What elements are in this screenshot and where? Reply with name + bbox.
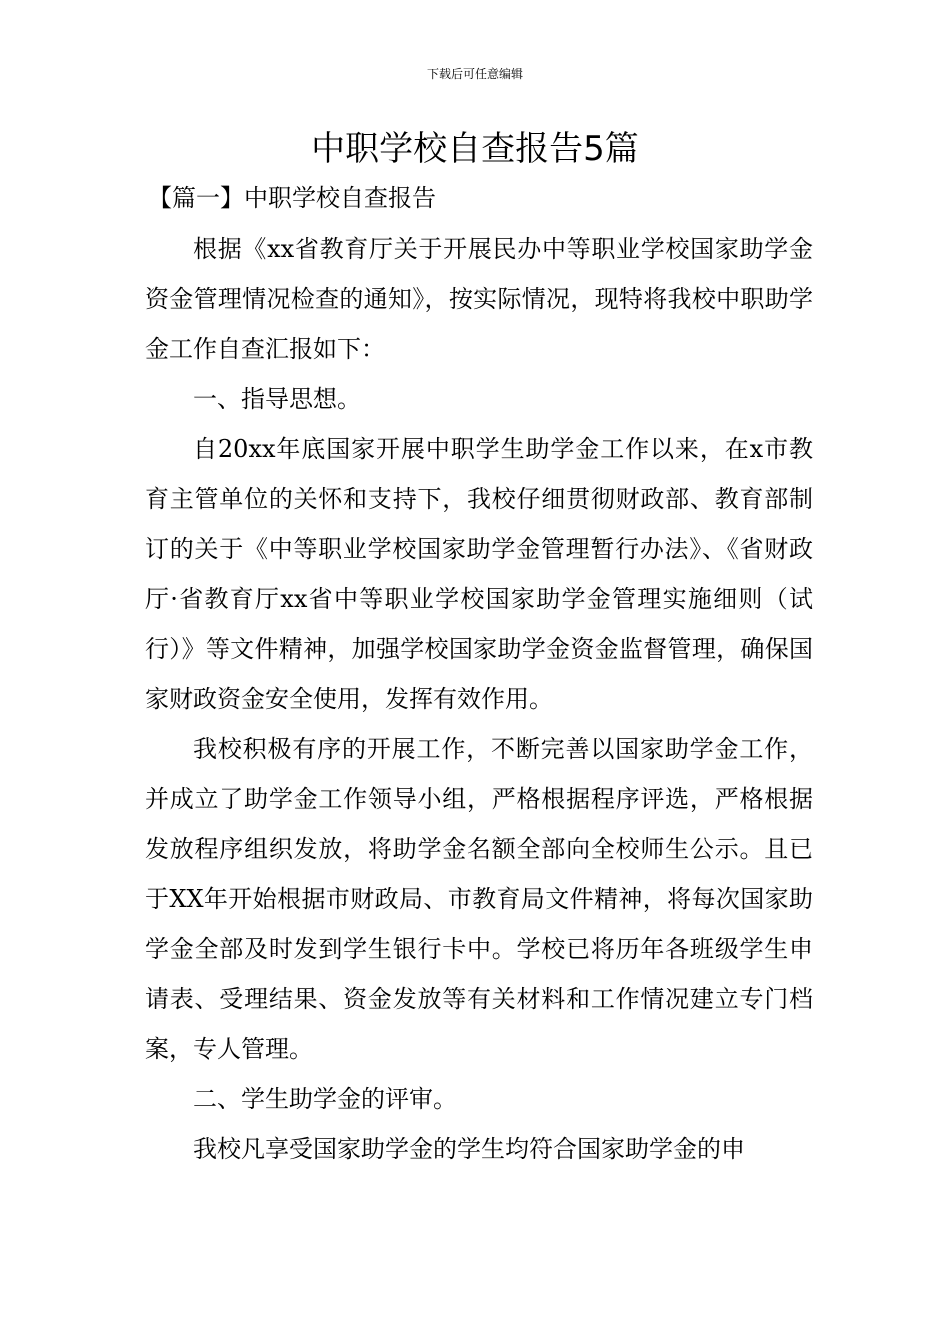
paragraph-work-progress: 我校积极有序的开展工作，不断完善以国家助学金工作，并成立了助学金工作领导小组，严格根据程序评选，严格根据发放程序组织发放，将助学金名额全部向全校师生公示。且已于XX年开始根据市财政局、市教育局文件精神，将每次国家助学金全部及时发到学生银行卡中。学校已将历年各班级学生申请表、受理结果、资金发放等有关材料和工作情况建立专门档案，专人管理。 (145, 735, 813, 1063)
paragraph-evaluation: 我校凡享受国家助学金的学生均符合国家助学金的申 (193, 1135, 745, 1163)
paragraph-heading-guiding-ideology: 一、指导思想。 (193, 385, 361, 413)
paragraph-heading-evaluation: 二、学生助学金的评审。 (193, 1085, 457, 1113)
paragraph-intro: 根据《xx省教育厅关于开展民办中等职业学校国家助学金资金管理情况检查的通知》，按实际情况，现特将我校中职助学金工作自查汇报如下： (145, 235, 813, 363)
document-body (145, 224, 813, 1174)
section-heading: 【篇一】中职学校自查报告 (148, 184, 436, 212)
paragraph-background: 自20xx年底国家开展中职学生助学金工作以来，在x市教育主管单位的关怀和支持下，我校仔细贯彻财政部、教育部制订的关于《中等职业学校国家助学金管理暂行办法》、《省财政厅·省教育厅xx省中等职业学校国家助学金管理实施细则（试行）》等文件精神，加强学校国家助学金资金监督管理，确保国家财政资金安全使用，发挥有效作用。 (145, 435, 813, 713)
document-title: 中职学校自查报告5篇 (311, 129, 639, 169)
header-note: 下载后可任意编辑 (426, 67, 523, 81)
